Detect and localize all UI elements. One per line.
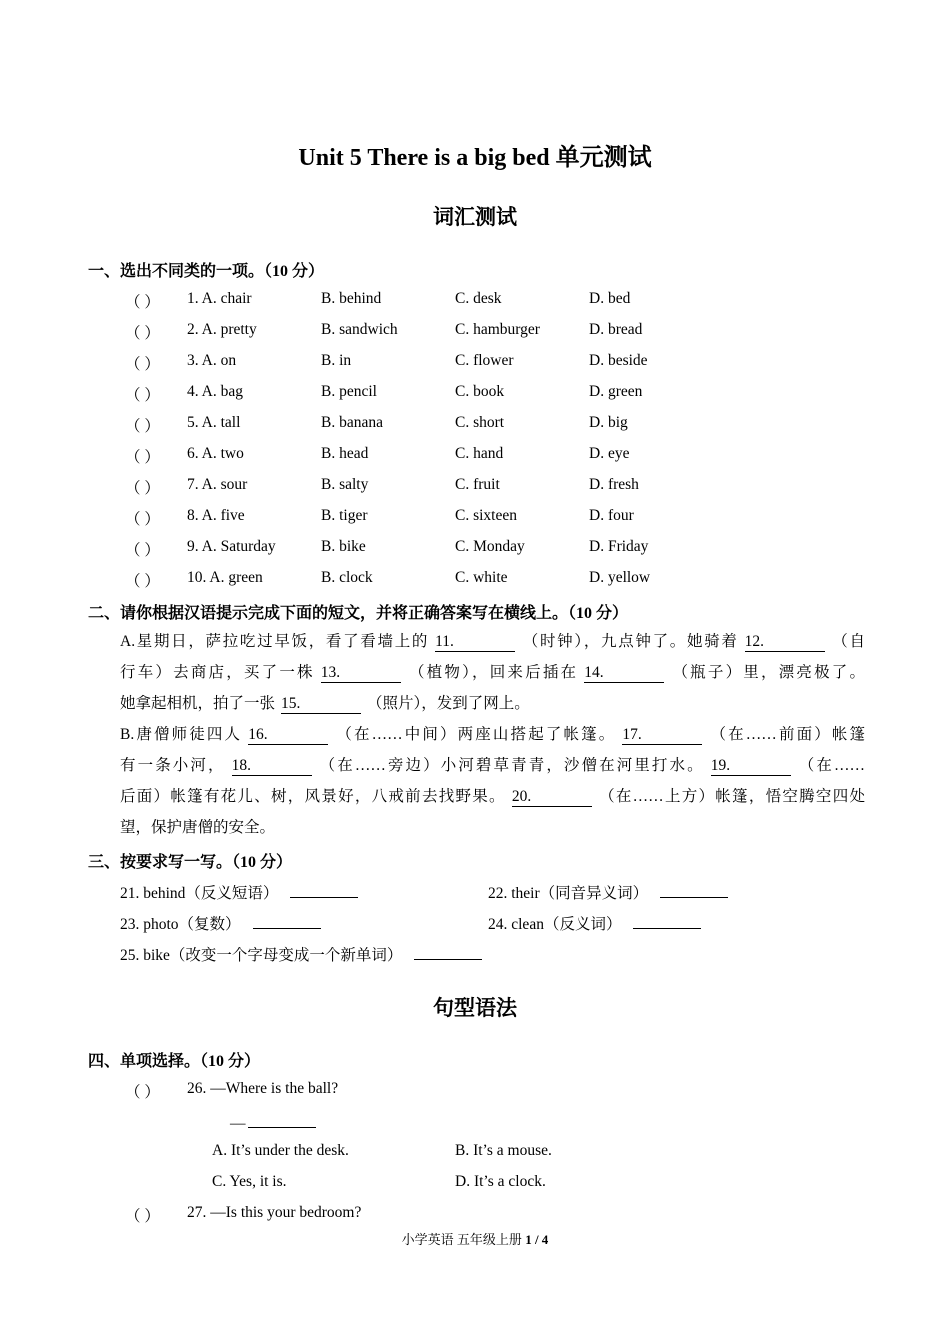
option-a: 10. A. green xyxy=(187,569,263,586)
answer-paren[interactable]: （ ） xyxy=(125,325,160,342)
option-b: B. banana xyxy=(321,414,383,431)
option-d: D. big xyxy=(589,414,628,431)
list-item xyxy=(0,476,950,500)
page-number: 1 / 4 xyxy=(525,1232,549,1247)
option-c: C. flower xyxy=(455,352,514,369)
answer-blank-24[interactable] xyxy=(633,912,701,929)
option-a: 3. A. on xyxy=(187,352,237,369)
answer-paren[interactable]: （ ） xyxy=(125,480,160,497)
option-b: B. behind xyxy=(321,290,382,307)
passage-line xyxy=(120,626,865,657)
footer-text: 小学英语 五年级上册 xyxy=(401,1232,526,1247)
passage-text: （在……中间）两座山搭起了帐篷。 xyxy=(334,726,617,743)
page-title: Unit 5 There is a big bed 单元测试 xyxy=(298,145,652,171)
answer-paren[interactable]: （ ） xyxy=(125,1208,160,1225)
passage-line xyxy=(120,719,865,750)
section-title-vocab: 词汇测试 xyxy=(433,205,517,229)
question-27 xyxy=(0,1204,950,1228)
blank-18[interactable]: 18. xyxy=(232,757,312,776)
answer-blank-25[interactable] xyxy=(414,943,482,960)
question-22 xyxy=(488,881,728,903)
option-a: A. It’s under the desk. xyxy=(212,1142,349,1159)
passage-text: （植物），回来后插在 xyxy=(406,664,579,681)
list-item xyxy=(0,538,950,562)
option-d: D. yellow xyxy=(589,569,651,586)
option-d: D. Friday xyxy=(589,538,649,555)
option-b: B. It’s a mouse. xyxy=(455,1142,552,1159)
question-text: 26. —Where is the ball? xyxy=(187,1080,339,1097)
blank-13[interactable]: 13. xyxy=(321,664,401,683)
option-b: B. pencil xyxy=(321,383,377,400)
question-text: 24. clean（反义词） xyxy=(488,916,622,933)
blank-14[interactable]: 14. xyxy=(584,664,664,683)
option-c: C. fruit xyxy=(455,476,500,493)
question-25 xyxy=(120,943,482,965)
option-d: D. It’s a clock. xyxy=(455,1173,546,1190)
question-26 xyxy=(0,1080,950,1104)
passage-b xyxy=(120,719,865,843)
answer-line-26 xyxy=(230,1111,316,1133)
question-24 xyxy=(488,912,701,934)
passage-text: （照片），发到了网上。 xyxy=(367,695,530,712)
option-a: 8. A. five xyxy=(187,507,245,524)
answer-paren[interactable]: （ ） xyxy=(125,511,160,528)
blank-20[interactable]: 20. xyxy=(512,788,592,807)
option-b: B. head xyxy=(321,445,369,462)
option-a: 2. A. pretty xyxy=(187,321,257,338)
passage-text: （自 xyxy=(830,633,865,650)
option-a: 6. A. two xyxy=(187,445,244,462)
answer-paren[interactable]: （ ） xyxy=(125,294,160,311)
answer-blank-23[interactable] xyxy=(253,912,321,929)
passage-a xyxy=(120,626,865,719)
passage-line: 望，保护唐僧的安全。 xyxy=(120,819,276,836)
dash: — xyxy=(230,1115,246,1132)
list-item xyxy=(0,290,950,314)
passage-line xyxy=(120,750,865,781)
answer-paren[interactable]: （ ） xyxy=(125,1084,160,1101)
passage-text: 行车）去商店，买了一株 xyxy=(120,664,315,681)
page-footer xyxy=(0,1229,950,1248)
option-d: D. beside xyxy=(589,352,648,369)
option-a: 7. A. sour xyxy=(187,476,248,493)
option-d: D. bed xyxy=(589,290,631,307)
question-text: 25. bike（改变一个字母变成一个新单词） xyxy=(120,947,403,964)
option-d: D. green xyxy=(589,383,643,400)
answer-blank-26[interactable] xyxy=(248,1111,316,1128)
blank-15[interactable]: 15. xyxy=(281,695,361,714)
passage-text: B.唐僧师徒四人 xyxy=(120,726,243,743)
section-title-grammar: 句型语法 xyxy=(433,996,517,1020)
option-d: D. fresh xyxy=(589,476,639,493)
list-item xyxy=(0,445,950,469)
option-a: 9. A. Saturday xyxy=(187,538,276,555)
blank-19[interactable]: 19. xyxy=(711,757,791,776)
passage-text: （在……旁边）小河碧草青青，沙僧在河里打水。 xyxy=(317,757,705,774)
option-b: B. bike xyxy=(321,538,366,555)
option-b: B. in xyxy=(321,352,352,369)
list-item xyxy=(0,321,950,345)
question-text: 27. —Is this your bedroom? xyxy=(187,1204,362,1221)
option-b: B. sandwich xyxy=(321,321,398,338)
passage-text: 后面）帐篷有花儿、树，风景好，八戒前去找野果。 xyxy=(120,788,506,805)
answer-blank-21[interactable] xyxy=(290,881,358,898)
passage-line xyxy=(120,688,865,719)
passage-text: （瓶子）里，漂亮极了。 xyxy=(670,664,865,681)
option-d: D. eye xyxy=(589,445,630,462)
list-item xyxy=(0,383,950,407)
option-c: C. hamburger xyxy=(455,321,540,338)
blank-12[interactable]: 12. xyxy=(745,633,825,652)
option-c: C. hand xyxy=(455,445,504,462)
passage-text: 有一条小河， xyxy=(120,757,226,774)
passage-line xyxy=(120,657,865,688)
answer-paren[interactable]: （ ） xyxy=(125,573,160,590)
list-item xyxy=(0,352,950,376)
option-a: 1. A. chair xyxy=(187,290,252,307)
option-b: B. salty xyxy=(321,476,369,493)
passage-text: （在……上方）帐篷，悟空腾空四处 xyxy=(597,788,865,805)
passage-text: （在…… xyxy=(796,757,865,774)
part3-heading: 三、按要求写一写。（10 分） xyxy=(88,854,293,871)
passage-text: （时钟），九点钟了。她骑着 xyxy=(521,633,739,650)
answer-paren[interactable]: （ ） xyxy=(125,542,160,559)
option-d: D. bread xyxy=(589,321,643,338)
option-b: B. tiger xyxy=(321,507,368,524)
option-b: B. clock xyxy=(321,569,373,586)
question-21 xyxy=(120,881,358,903)
part2-heading: 二、请你根据汉语提示完成下面的短文，并将正确答案写在横线上。（10 分） xyxy=(88,605,629,622)
list-item xyxy=(0,569,950,593)
option-a: 5. A. tall xyxy=(187,414,241,431)
answer-paren[interactable]: （ ） xyxy=(125,387,160,404)
part4-heading: 四、单项选择。（10 分） xyxy=(88,1053,261,1070)
answer-paren[interactable]: （ ） xyxy=(125,449,160,466)
passage-text: 她拿起相机，拍了一张 xyxy=(120,695,276,712)
option-c: C. white xyxy=(455,569,508,586)
passage-text: A.星期日，萨拉吃过早饭，看了看墙上的 xyxy=(120,633,430,650)
option-d: D. four xyxy=(589,507,634,524)
answer-blank-22[interactable] xyxy=(660,881,728,898)
answer-paren[interactable]: （ ） xyxy=(125,418,160,435)
option-c: C. desk xyxy=(455,290,502,307)
blank-17[interactable]: 17. xyxy=(622,726,702,745)
question-text: 22. their（同音异义词） xyxy=(488,885,649,902)
option-c: C. short xyxy=(455,414,505,431)
blank-11[interactable]: 11. xyxy=(435,633,515,652)
option-c: C. Monday xyxy=(455,538,525,555)
option-a: 4. A. bag xyxy=(187,383,243,400)
question-text: 23. photo（复数） xyxy=(120,916,241,933)
option-c: C. sixteen xyxy=(455,507,517,524)
list-item xyxy=(0,414,950,438)
passage-text: （在……前面）帐篷 xyxy=(708,726,865,743)
passage-line xyxy=(120,781,865,812)
answer-paren[interactable]: （ ） xyxy=(125,356,160,373)
question-23 xyxy=(120,912,321,934)
option-c: C. book xyxy=(455,383,505,400)
question-text: 21. behind（反义短语） xyxy=(120,885,279,902)
option-c: C. Yes, it is. xyxy=(212,1173,287,1190)
list-item xyxy=(0,507,950,531)
part1-heading: 一、选出不同类的一项。（10 分） xyxy=(88,263,325,280)
blank-16[interactable]: 16. xyxy=(248,726,328,745)
